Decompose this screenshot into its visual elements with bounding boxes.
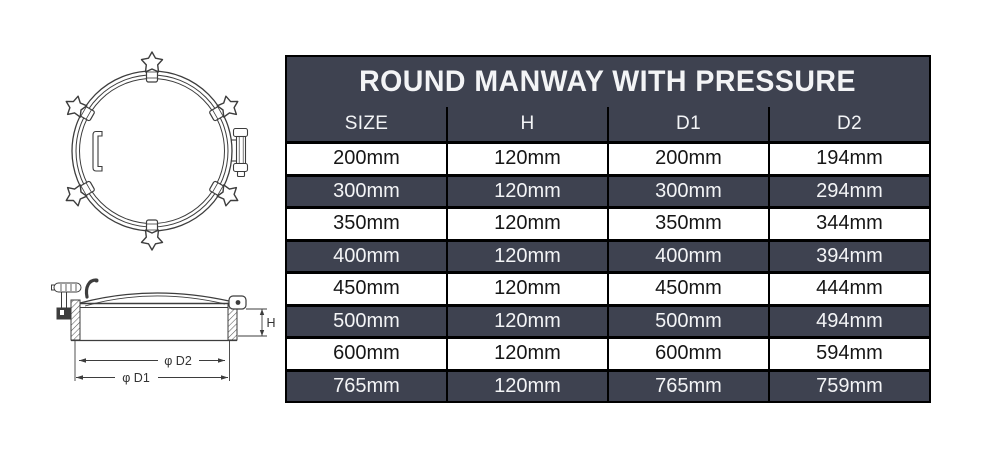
cell-d2: 394mm — [770, 242, 929, 272]
table-title-bar — [287, 57, 929, 107]
column-header-size: SIZE — [287, 107, 446, 141]
cell-d1: 600mm — [609, 339, 768, 369]
dimension-lines — [75, 309, 267, 381]
column-header-d1: D1 — [609, 107, 768, 141]
left-flange-wall — [71, 300, 80, 340]
cell-d1: 765mm — [609, 372, 768, 402]
cell-d1: 300mm — [609, 177, 768, 207]
manway-top-view-drawing — [61, 52, 247, 250]
cell-h: 120mm — [448, 307, 607, 337]
cell-h: 120mm — [448, 242, 607, 272]
cell-h: 120mm — [448, 177, 607, 207]
cell-h: 120mm — [448, 274, 607, 304]
cell-d1: 500mm — [609, 307, 768, 337]
cell-size: 600mm — [287, 339, 446, 369]
cell-size: 500mm — [287, 307, 446, 337]
spec-table — [285, 55, 931, 403]
cell-h: 120mm — [448, 372, 607, 402]
lid-handle — [93, 132, 102, 172]
dim-label-d2: φ D2 — [164, 354, 192, 368]
hinge — [231, 129, 248, 177]
cell-d2: 759mm — [770, 372, 929, 402]
cell-size: 300mm — [287, 177, 446, 207]
cell-d1: 200mm — [609, 144, 768, 174]
table-title: ROUND MANWAY WITH PRESSURE — [359, 65, 857, 98]
cell-h: 120mm — [448, 144, 607, 174]
column-header-h: H — [448, 107, 607, 141]
dim-label-d1: φ D1 — [122, 371, 150, 385]
cell-size: 200mm — [287, 144, 446, 174]
manway-side-view-drawing — [52, 279, 276, 386]
cell-size: 450mm — [287, 274, 446, 304]
cell-d1: 450mm — [609, 274, 768, 304]
cell-d1: 350mm — [609, 209, 768, 239]
cell-h: 120mm — [448, 209, 607, 239]
dim-label-h: H — [266, 316, 276, 330]
side-hinge — [229, 296, 246, 309]
cell-d1: 400mm — [609, 242, 768, 272]
column-header-d2: D2 — [770, 107, 929, 141]
cell-size: 400mm — [287, 242, 446, 272]
technical-drawings — [0, 0, 285, 455]
cell-d2: 294mm — [770, 177, 929, 207]
cell-d2: 194mm — [770, 144, 929, 174]
cell-h: 120mm — [448, 339, 607, 369]
spec-grid — [287, 107, 929, 401]
cell-d2: 444mm — [770, 274, 929, 304]
cell-d2: 344mm — [770, 209, 929, 239]
cell-size: 350mm — [287, 209, 446, 239]
cell-d2: 494mm — [770, 307, 929, 337]
cell-size: 765mm — [287, 372, 446, 402]
cell-d2: 594mm — [770, 339, 929, 369]
grab-handle — [86, 279, 98, 298]
